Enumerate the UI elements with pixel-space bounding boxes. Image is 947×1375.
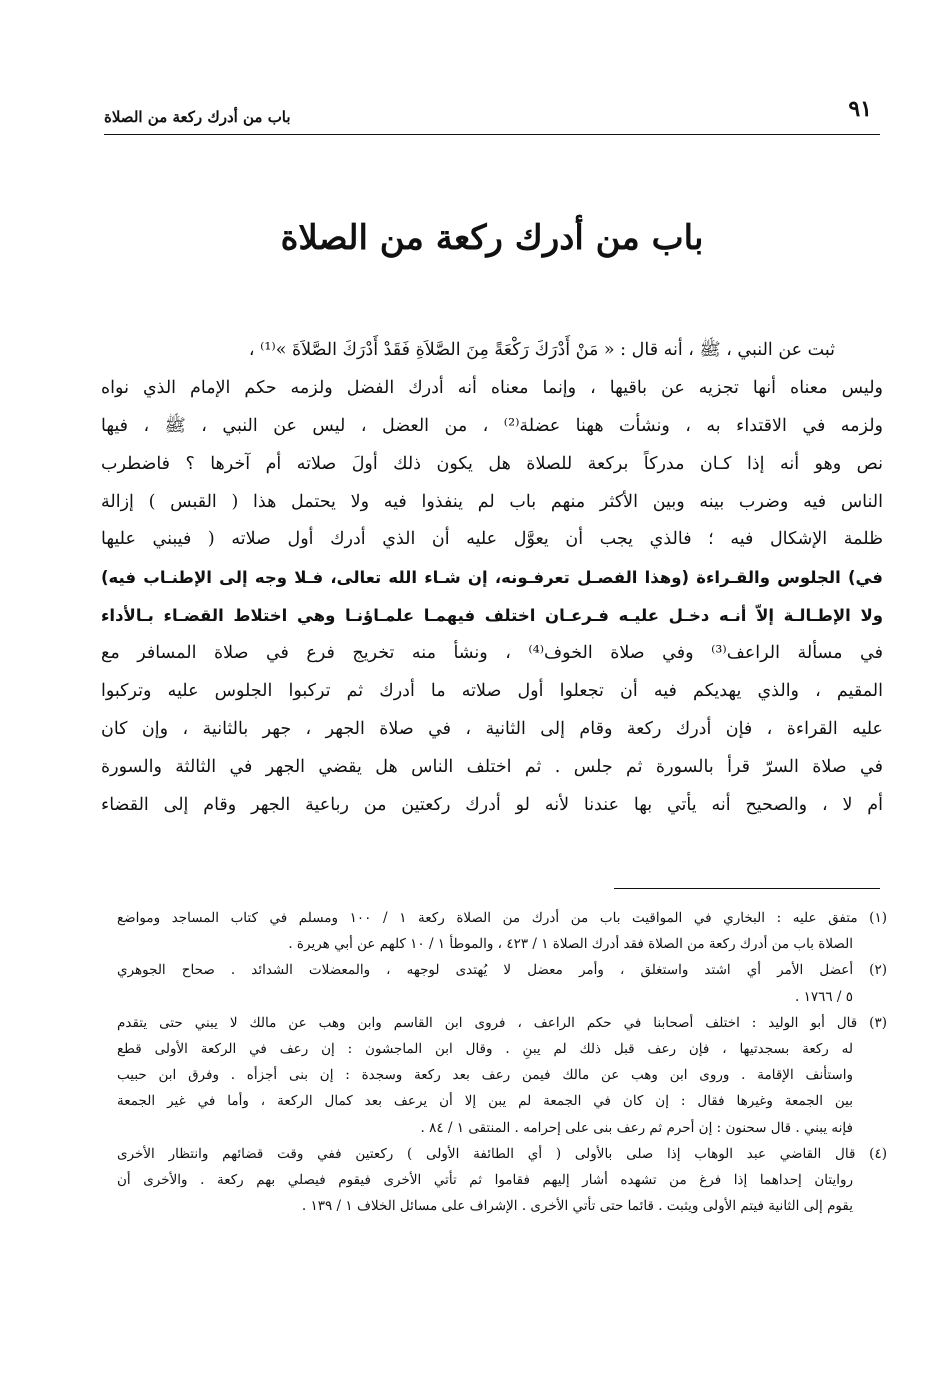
body-line: ولزمه في الاقتداء به ، ونشأت ههنا عضلة⁽²⁾ ، من العضل ، ليس عن النبي ، ﷺ ، فيها	[101, 415, 883, 436]
page-number: ٩١	[848, 96, 872, 122]
footnote-line: روايتان إحداهما إذا فرغ من تشهده أشار إليهم فقاموا ثم تأتي الأخرى فيقوم فيصلي بهم ركعة . والأخرى أن	[117, 1171, 853, 1188]
body-line: الناس فيه وضرب بينه وبين الأكثر منهم باب لم ينفذوا فيه ولا يحتمل هذا ( القبس ) إزالة	[101, 491, 883, 512]
body-line: ثبت عن النبي ، ﷺ ، أنه قال : « مَنْ أَدْرَكَ رَكْعَةً مِنَ الصَّلاَةِ فَقَدْ أَدْرَكَ الصَّلاَةَ »⁽¹⁾ ،	[248, 340, 835, 360]
footnote-line: يقوم إلى الثانية فيتم الأولى ويثبت . قائما حتى تأتي الأخرى . الإشراف على مسائل الخلاف ١ / ١٣٩ .	[301, 1198, 853, 1215]
footnote-separator	[614, 888, 880, 889]
body-line: نص وهو أنه إذا كـان مدركاً بركعة للصلاة هل يكون ذلك أولَ صلاته أم آخرها ؟ فاضطرب	[101, 453, 883, 474]
chapter-title: باب من أدرك ركعة من الصلاة	[280, 218, 704, 258]
footnote-line: بين الجمعة وغيرها فقال : إن كان في الجمعة لم يبن إلا أن يرعف بعد كمال الركعة ، وأما في غير الجمعة	[117, 1093, 853, 1110]
running-title: باب من أدرك ركعة من الصلاة	[104, 108, 291, 126]
page-header	[104, 94, 880, 135]
footnote-1: (١) متفق عليه : البخاري في المواقيت باب من أدرك من الصلاة ركعة ١ / ١٠٠ ومسلم في كتاب المساجد ومواضع	[117, 910, 887, 926]
body-line-highlighted: في) الجلوس والقـراءة (وهذا الفصـل تعرفـونه، إن شـاء الله تعالى، فـلا وجه إلى الإطنـاب فيه)	[101, 568, 883, 588]
footnote-line: واستأنف الإقامة . وروى ابن وهب عن مالك فيمن رعف بعد ركعة وسجدة : إن بنى أجزأه . وفرق ابن حبيب	[117, 1067, 853, 1084]
body-line-highlighted: ولا الإطـالـة إلاّ أنـه دخـل عليـه فـرعـان اختلف فيهمـا علمـاؤنـا وهي اختلاط القضـاء بـالأداء	[101, 606, 883, 626]
footnotes	[117, 905, 887, 1219]
footnote-line: فإنه يبني . قال سحنون : إن أحرم ثم رعف بنى على إحرامه . المنتقى ١ / ٨٤ .	[420, 1119, 853, 1136]
footnote-line: الصلاة باب من أدرك ركعة من الصلاة فقد أدرك الصلاة ١ / ٤٢٣ ، والموطأ ١ / ١٠ كلهم عن أبي هريرة .	[288, 936, 853, 953]
footnote-4: (٤) قال القاضي عبد الوهاب إذا صلى بالأولى ( أي الطائفة الأولى ) ركعتين ففي وقت قضائهم وانتظار الأخرى	[117, 1145, 887, 1162]
footnote-3: (٣) قال أبو الوليد : اختلف أصحابنا في حكم الراعف ، فروى ابن القاسم وابن وهب عن مالك لا يبني حتى يتقدم	[117, 1014, 887, 1031]
footnote-line: ٥ / ١٧٦٦ .	[794, 988, 853, 1005]
footnote-2: (٢) أعضل الأمر أي اشتد واستغلق ، وأمر معضل لا يُهتدى لوجهه ، والمعضلات الشدائد . صحاح الجوهري	[117, 962, 887, 979]
body-text	[101, 332, 883, 825]
body-line: في مسألة الراعف⁽³⁾ وفي صلاة الخوف⁽⁴⁾ ، ونشأ منه تخريج فرع في صلاة المسافر مع	[101, 643, 883, 664]
body-line: عليه القراءة ، فإن أدرك ركعة وقام إلى الثانية ، في صلاة الجهر ، جهر بالثانية ، وإن كان	[101, 718, 883, 739]
body-line: أم لا ، والصحيح أنه يأتي بها عندنا لأنه لو أدرك ركعتين من رباعية الجهر وقام إلى القضاء	[101, 794, 883, 815]
footnote-line: له ركعة بسجدتيها ، فإن رعف قبل ذلك لم يبنِ . وقال ابن الماجشون : إن رعف في الركعة الأولى قطع	[117, 1040, 853, 1057]
body-line: وليس معناه أنها تجزيه عن باقيها ، وإنما معناه أنه أدرك الفضل ولزمه حكم الإمام الذي نواه	[101, 377, 883, 398]
body-line: المقيم ، والذي يهديكم فيه أن تجعلوا أول صلاته ما أدرك ثم تركبوا الجلوس عليه وتركبوا	[101, 681, 883, 702]
body-line: في صلاة السرّ قرأ بالسورة ثم جلس . ثم اختلف الناس هل يقضي الجهر في الثالثة والسورة	[101, 756, 883, 777]
body-line: ظلمة الإشكال فيه ؛ فالذي يجب أن يعوَّل عليه أن الذي أدرك أول صلاته ( فيبني عليها	[101, 529, 883, 550]
